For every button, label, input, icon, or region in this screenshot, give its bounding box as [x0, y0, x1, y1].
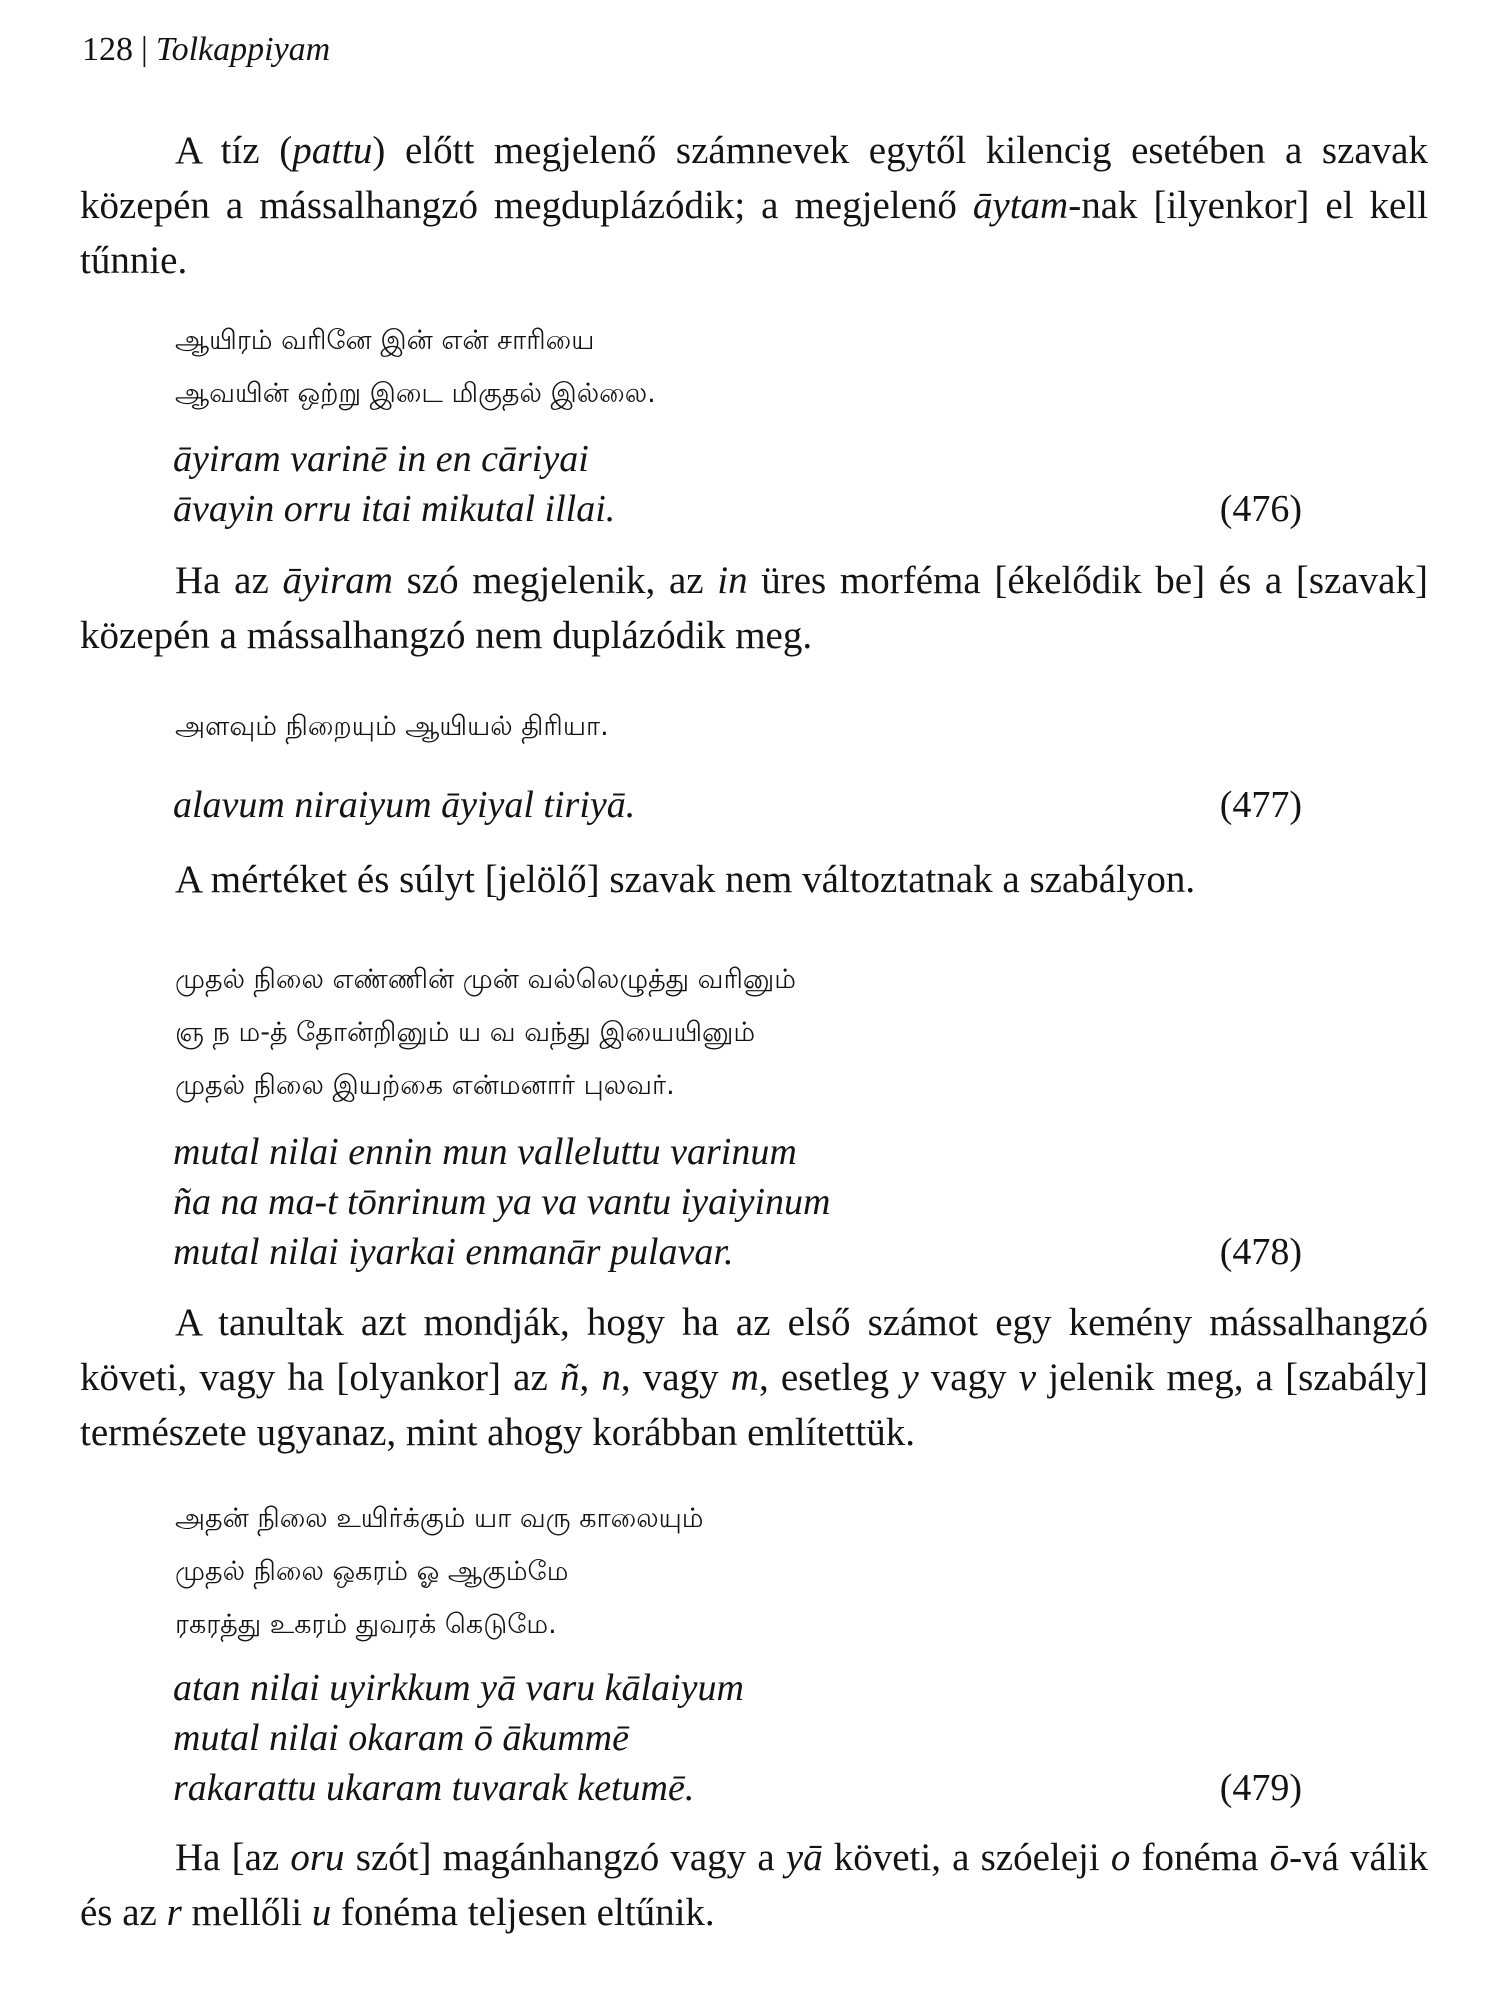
italic-term: ō	[1269, 1836, 1290, 1879]
italic-term: yā	[785, 1836, 823, 1879]
tamil-line: ஆயிரம் வரினே இன் என் சாரியை	[175, 325, 595, 356]
text-run: üres morféma [ékelődik be] és a [szavak] közepén a mássalhangzó nem duplázódik meg.	[80, 559, 1428, 657]
tamil-line: முதல் நிலை எண்ணின் முன் வல்லெழுத்து வரினும்	[175, 964, 796, 995]
italic-term: āytam	[972, 184, 1069, 227]
tamil-line: முதல் நிலை ஒகரம் ஓ ஆகும்மே	[175, 1556, 569, 1587]
transliteration-line: ña na ma-t tōnrinum ya va vantu iyaiyinum	[173, 1181, 831, 1223]
transliteration	[173, 780, 635, 830]
transliteration-line: mutal nilai iyarkai enmanār pulavar.	[173, 1231, 734, 1273]
transliteration-line: āyiram varinē in en cāriyai	[173, 438, 589, 480]
transliteration-line: mutal nilai okaram ō ākummē	[173, 1717, 629, 1759]
transliteration	[173, 1663, 744, 1813]
italic-term: r	[166, 1891, 182, 1934]
transliteration-line: mutal nilai ennin mun valleluttu varinum	[173, 1131, 797, 1173]
paragraph	[80, 553, 1428, 663]
tamil-line: ஆவயின் ஒற்று இடை மிகுதல் இல்லை.	[175, 378, 656, 409]
text-run: mellőli	[181, 1891, 312, 1934]
italic-term: pattu	[292, 129, 373, 172]
tamil-verse	[175, 953, 796, 1112]
transliteration-line: āvayin orru itai mikutal illai.	[173, 488, 616, 530]
italic-term: u	[311, 1891, 332, 1934]
paragraph	[80, 852, 1428, 907]
italic-term: ñ	[559, 1356, 580, 1399]
verse-number: (476)	[1219, 488, 1302, 530]
tamil-verse	[175, 700, 609, 753]
text-run: -vá válik és az	[80, 1836, 1428, 1934]
text-run: szó megjelenik, az	[392, 559, 718, 602]
verse-number: (477)	[1219, 784, 1302, 826]
paragraph	[80, 123, 1428, 288]
text-run: , esetleg	[758, 1356, 902, 1399]
transliteration	[173, 1127, 831, 1277]
text-run: fonéma teljesen eltűnik.	[331, 1891, 715, 1934]
tamil-line: அளவும் நிறையும் ஆயியல் திரியா.	[175, 711, 609, 742]
text-run: A tíz (	[175, 129, 293, 172]
italic-term: oru	[290, 1836, 345, 1879]
page-number: 128	[82, 31, 133, 68]
book-title: Tolkappiyam	[155, 31, 331, 68]
italic-term: o	[1110, 1836, 1131, 1879]
italic-term: y	[901, 1356, 919, 1399]
header-separator: |	[141, 31, 148, 68]
paragraph	[80, 1830, 1428, 1940]
text-run: A tanultak azt mondják, hogy ha az első számot egy kemény mássalhangzó követi, vagy ha [olyankor] az	[80, 1301, 1428, 1399]
tamil-line: முதல் நிலை இயற்கை என்மனார் புலவர்.	[175, 1070, 675, 1101]
running-header	[82, 28, 330, 72]
transliteration	[173, 434, 615, 534]
italic-term: m	[730, 1356, 759, 1399]
text-run: követi, a szóeleji	[822, 1836, 1111, 1879]
transliteration-line: alavum niraiyum āyiyal tiriyā.	[173, 784, 636, 826]
text-run: ,	[579, 1356, 602, 1399]
verse-number: (478)	[1219, 1231, 1302, 1273]
text-run: Ha az	[175, 559, 283, 602]
text-run: vagy	[918, 1356, 1019, 1399]
text-run: ) előtt megjelenő számnevek egytől kilencig esetében a szavak közepén a mássalhangzó megduplázódik; a megjelenő	[80, 129, 1428, 227]
text-run: -nak [ilyenkor] el kell tűnnie.	[80, 184, 1428, 282]
text-run: jelenik meg, a [szabály] természete ugyanaz, mint ahogy korábban említettük.	[80, 1356, 1429, 1454]
italic-term: in	[717, 559, 748, 602]
transliteration-line: rakarattu ukaram tuvarak ketumē.	[173, 1767, 695, 1809]
tamil-verse	[175, 1492, 704, 1651]
text-run: Ha [az	[175, 1836, 291, 1879]
italic-term: v	[1018, 1356, 1037, 1399]
tamil-verse	[175, 314, 656, 420]
text-run: szót] magánhangzó vagy a	[344, 1836, 786, 1879]
text-run: A mértéket és súlyt [jelölő] szavak nem változtatnak a szabályon.	[175, 858, 1196, 901]
tamil-line: ரகரத்து உகரம் துவரக் கெடுமே.	[175, 1609, 557, 1640]
text-run: , vagy	[620, 1356, 731, 1399]
verse-number: (479)	[1219, 1767, 1302, 1809]
italic-term: n	[601, 1356, 621, 1399]
tamil-line: ஞ ந ம-த் தோன்றினும் ய வ வந்து இயையினும்	[175, 1017, 756, 1048]
paragraph	[80, 1295, 1428, 1460]
tamil-line: அதன் நிலை உயிர்க்கும் யா வரு காலையும்	[175, 1503, 704, 1534]
text-run: fonéma	[1130, 1836, 1270, 1879]
italic-term: āyiram	[282, 559, 393, 602]
transliteration-line: atan nilai uyirkkum yā varu kālaiyum	[173, 1667, 744, 1709]
